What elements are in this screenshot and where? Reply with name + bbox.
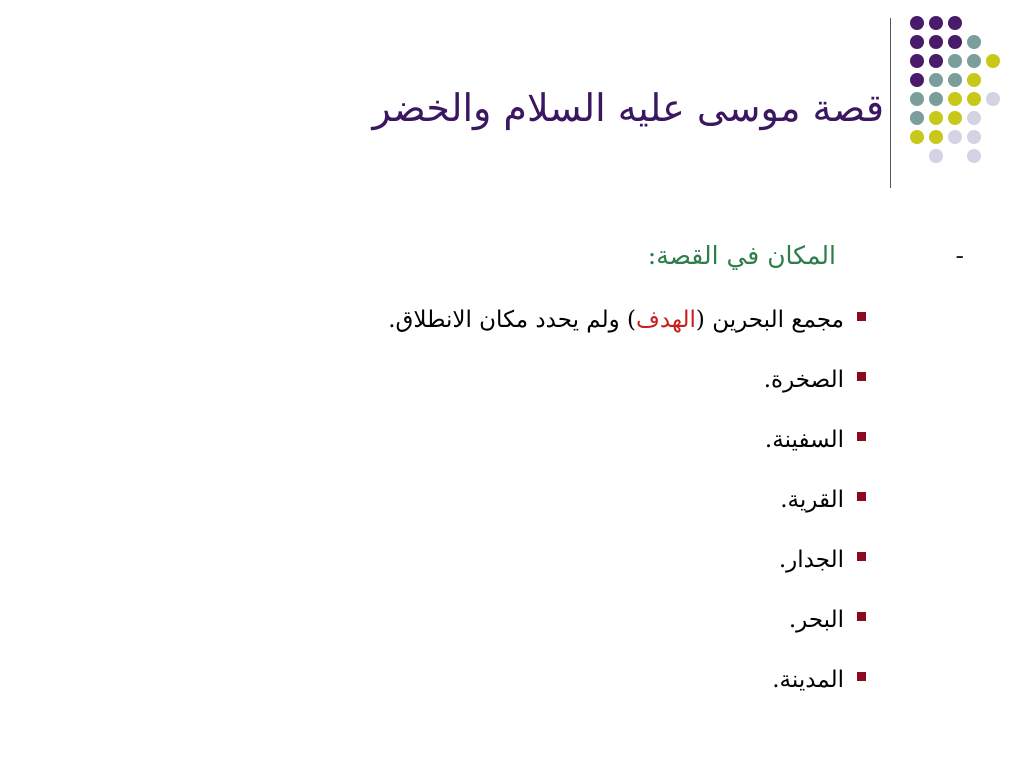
square-bullet-icon <box>857 492 866 501</box>
square-bullet-icon <box>857 552 866 561</box>
decorative-dot <box>948 111 962 125</box>
decorative-dot <box>967 92 981 106</box>
decorative-dot <box>986 92 1000 106</box>
decorative-dot <box>929 130 943 144</box>
decorative-dot <box>967 73 981 87</box>
list-item <box>388 422 844 482</box>
decorative-dot <box>948 16 962 30</box>
square-bullet-icon <box>857 612 866 621</box>
list-item-text: السفينة. <box>764 427 844 453</box>
list-item-text: الجدار. <box>778 547 844 573</box>
place-list <box>388 302 844 722</box>
decorative-dot <box>948 130 962 144</box>
decorative-dot <box>948 92 962 106</box>
list-item-text-after: ) ولم يحدد مكان الانطلاق. <box>388 307 636 333</box>
decorative-dot <box>967 130 981 144</box>
list-item-text-before: مجمع البحرين ( <box>695 307 844 333</box>
square-bullet-icon <box>857 672 866 681</box>
decorative-dot <box>929 111 943 125</box>
decorative-dot <box>967 149 981 163</box>
decorative-dot <box>910 92 924 106</box>
decorative-dot <box>948 73 962 87</box>
decorative-dot <box>929 73 943 87</box>
decorative-dot <box>929 54 943 68</box>
heading-dash: - <box>955 241 964 270</box>
list-item <box>388 602 844 662</box>
heading-text: المكان في القصة: <box>647 241 836 270</box>
list-item-text <box>388 302 844 338</box>
square-bullet-icon <box>857 312 866 321</box>
list-item-text: القرية. <box>780 487 844 513</box>
list-item-text: المدينة. <box>772 667 844 693</box>
decorative-dot <box>929 92 943 106</box>
title-divider-line <box>890 18 891 188</box>
decorative-dot <box>948 35 962 49</box>
list-item <box>388 302 844 362</box>
decorative-dot <box>986 54 1000 68</box>
square-bullet-icon <box>857 372 866 381</box>
decorative-dot <box>929 149 943 163</box>
decorative-dot <box>967 111 981 125</box>
decorative-dot <box>929 16 943 30</box>
list-item <box>388 662 844 722</box>
list-item <box>388 362 844 422</box>
decorative-dot <box>910 111 924 125</box>
list-item <box>388 482 844 542</box>
decorative-dot <box>929 35 943 49</box>
list-item-text: الصخرة. <box>763 367 844 393</box>
decorative-dot <box>948 54 962 68</box>
list-item-text: البحر. <box>788 607 844 633</box>
square-bullet-icon <box>857 432 866 441</box>
decorative-dot <box>967 54 981 68</box>
highlighted-word: الهدف <box>635 307 696 333</box>
decorative-dot <box>967 35 981 49</box>
decorative-dot <box>910 54 924 68</box>
decorative-dot <box>910 73 924 87</box>
decorative-dot <box>910 35 924 49</box>
decorative-dot <box>910 130 924 144</box>
slide-title: قصة موسى عليه السلام والخضر <box>372 86 884 130</box>
decorative-dot <box>910 16 924 30</box>
list-item <box>388 542 844 602</box>
